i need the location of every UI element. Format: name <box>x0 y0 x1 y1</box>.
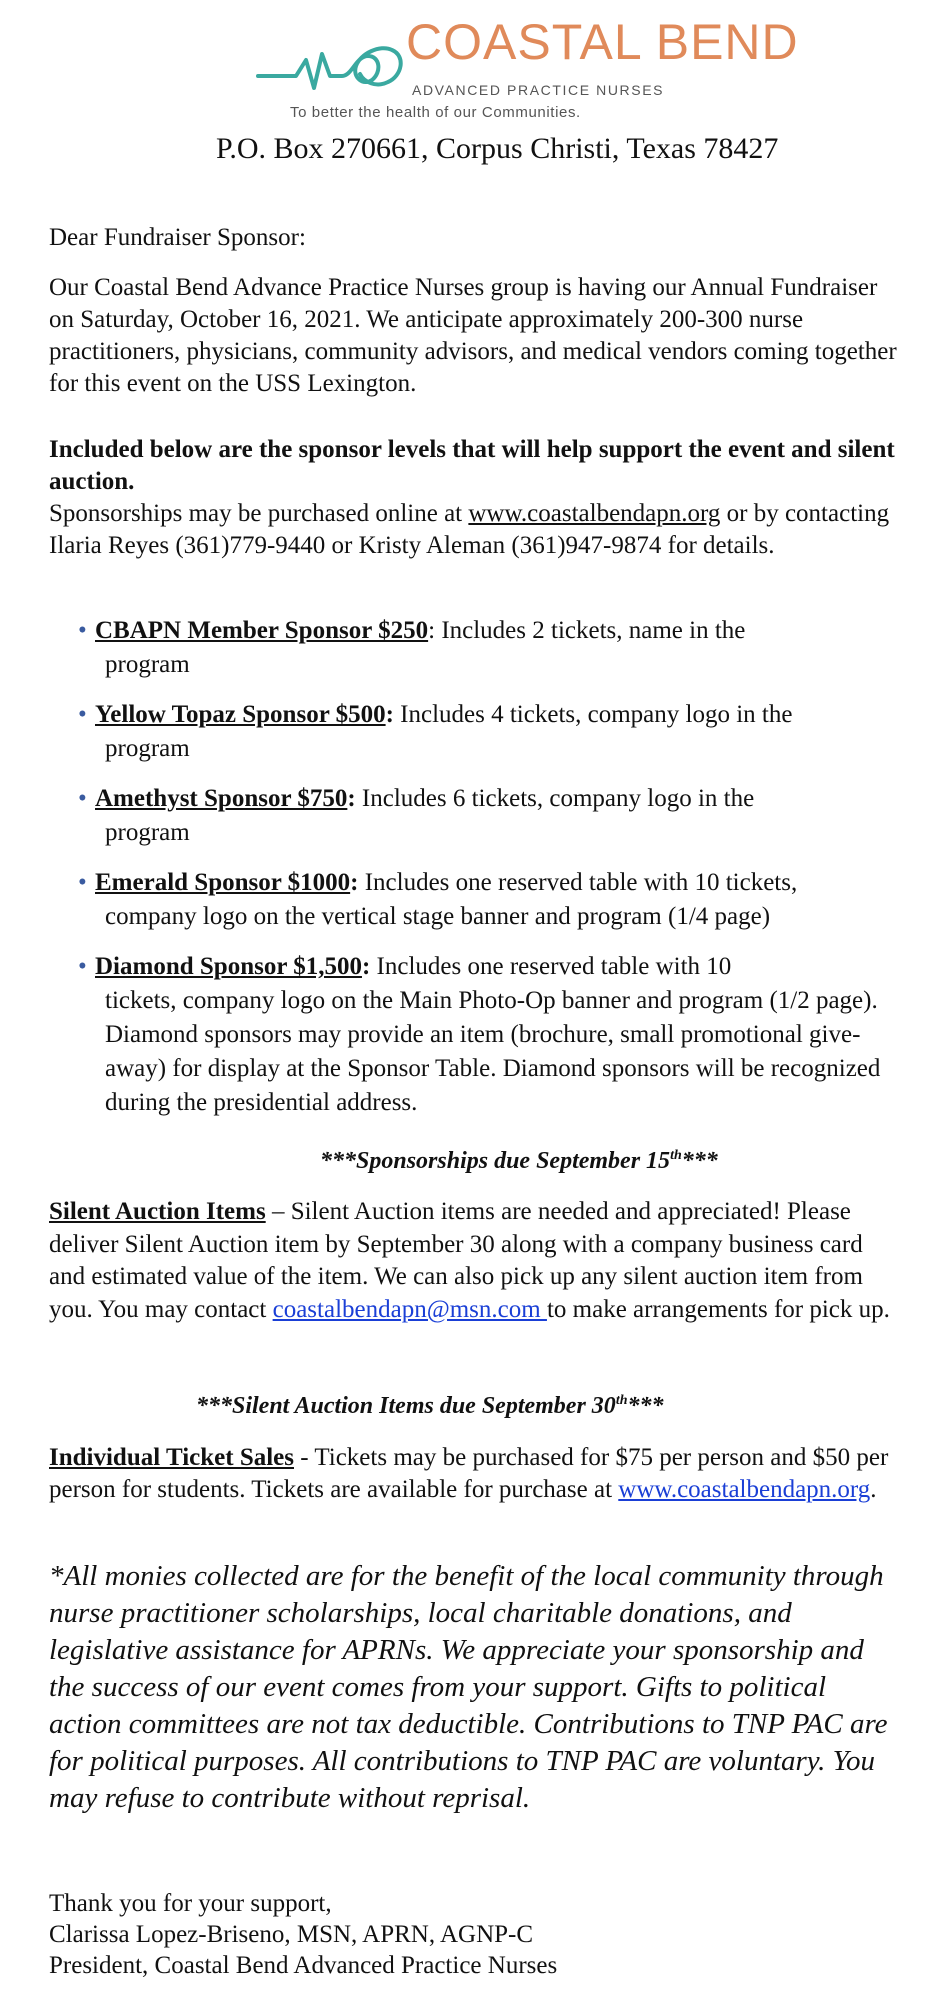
mailing-address: P.O. Box 270661, Corpus Christi, Texas 78427 <box>216 132 779 165</box>
list-item <box>78 698 908 766</box>
closing-signature <box>49 1888 899 1981</box>
sponsor-level-desc-cont: tickets, company logo on the Main Photo-Op banner and program (1/2 page). Diamond sponsors may provide an item (brochure, small promotional give-away) for display at the Sponsor Table. Diamond sponsors will be recognized during the presidential address. <box>105 987 881 1116</box>
auction-deadline-sup: th <box>615 1393 628 1408</box>
auction-deadline-text: ***Silent Auction Items due September 30 <box>196 1393 616 1419</box>
silent-auction-after: to make arrangements for pick up. <box>546 1295 890 1323</box>
bullet-icon: • <box>78 953 87 980</box>
ticket-sales-heading: Individual Ticket Sales <box>49 1444 294 1471</box>
sponsor-level-desc: Includes one reserved table with 10 tickets, <box>358 869 798 896</box>
salutation: Dear Fundraiser Sponsor: <box>49 224 306 251</box>
bullet-icon: • <box>78 617 87 644</box>
list-item <box>78 866 908 934</box>
sponsor-level-desc: Includes 4 tickets, company logo in the <box>393 701 793 728</box>
logo-wordmark: COASTAL BEND <box>406 14 799 70</box>
sponsor-level-colon: : <box>385 701 394 728</box>
website-link[interactable]: www.coastalbendapn.org <box>468 500 721 527</box>
sponsor-level-desc: Includes one reserved table with 10 <box>370 953 732 980</box>
sponsorship-deadline-text: ***Sponsorships due September 15 <box>320 1148 671 1174</box>
sponsor-level-colon: : <box>347 785 356 812</box>
sponsorship-deadline-end: *** <box>681 1148 718 1174</box>
ticket-sales-paragraph <box>49 1442 899 1506</box>
silent-auction-body: – Silent Auction items are needed and appreciated! Please deliver Silent Auction item by September 30 along with a company business card and estimated value of the item. We can also pick up any silent auction item from you. You may contact <box>49 1198 863 1323</box>
sponsor-level-colon: : <box>361 953 371 980</box>
contact-paragraph <box>49 498 899 562</box>
bullet-icon: • <box>78 701 87 728</box>
list-item <box>78 782 908 850</box>
silent-auction-heading: Silent Auction Items <box>49 1198 266 1225</box>
list-item <box>78 950 908 1120</box>
sponsor-level-desc: Includes 2 tickets, name in the <box>435 617 746 644</box>
sponsor-level-desc-cont: program <box>105 735 190 762</box>
sponsorship-deadline-sup: th <box>670 1148 682 1163</box>
bullet-icon: • <box>78 869 87 896</box>
heartbeat-heart-icon <box>256 26 416 96</box>
sponsor-levels-list <box>78 614 908 1120</box>
signer-name: Clarissa Lopez-Briseno, MSN, APRN, AGNP-C <box>49 1921 534 1948</box>
sponsor-level-colon: : <box>350 869 359 896</box>
list-item <box>78 614 908 682</box>
signer-title: President, Coastal Bend Advanced Practice Nurses <box>49 1952 558 1979</box>
logo-subtitle: ADVANCED PRACTICE NURSES <box>412 82 665 98</box>
closing-thanks: Thank you for your support, <box>49 1890 332 1917</box>
sponsor-level-name: Diamond Sponsor $1,500 <box>95 953 362 980</box>
sponsor-level-name: Yellow Topaz Sponsor $500 <box>95 701 386 728</box>
sponsor-level-desc-cont: program <box>105 819 190 846</box>
silent-auction-paragraph <box>49 1196 899 1326</box>
contact-text-after: or by contacting Ilaria Reyes (361)779-9440 or Kristy Aleman (361)947-9874 for details. <box>49 500 890 559</box>
sponsor-level-colon: : <box>428 617 436 644</box>
ticket-sales-after: . <box>870 1476 877 1503</box>
intro-paragraph: Our Coastal Bend Advance Practice Nurses group is having our Annual Fundraiser on Saturday, October 16, 2021. We anticipate approximately 200-300 nurse practitioners, physicians, community advisors, and medical vendors coming together for this event on the USS Lexington. <box>49 274 897 397</box>
auction-deadline-end: *** <box>627 1393 664 1419</box>
sponsor-levels-heading: Included below are the sponsor levels that will help support the event and silent auction. <box>49 436 895 495</box>
sponsor-level-name: Emerald Sponsor $1000 <box>95 869 351 896</box>
logo-tagline: To better the health of our Communities. <box>290 104 581 121</box>
email-link[interactable]: coastalbendapn@msn.com <box>272 1295 547 1323</box>
disclaimer-paragraph: *All monies collected are for the benefit of the local community through nurse practitioner scholarships, local charitable donations, and legislative assistance for APRNs. We appreciate your sponsorship and the success of our event comes from your support. Gifts to political action committees are not tax deductible. Contributions to TNP PAC are for political purposes. All contributions to TNP PAC are voluntary. You may refuse to contribute without reprisal. <box>49 1560 888 1814</box>
auction-deadline <box>196 1393 664 1420</box>
sponsor-level-name: CBAPN Member Sponsor $250 <box>95 617 429 644</box>
bullet-icon: • <box>78 785 87 812</box>
ticket-sales-body: - Tickets may be purchased for $75 per person and $50 per person for students. Tickets are available for purchase at <box>49 1444 889 1503</box>
sponsor-level-desc-cont: company logo on the vertical stage banner and program (1/4 page) <box>105 903 771 930</box>
website-link[interactable]: www.coastalbendapn.org <box>618 1476 871 1503</box>
sponsor-level-desc: Includes 6 tickets, company logo in the <box>355 785 755 812</box>
sponsor-level-name: Amethyst Sponsor $750 <box>95 785 348 812</box>
contact-text-before: Sponsorships may be purchased online at <box>49 500 469 527</box>
sponsor-level-desc-cont: program <box>105 651 190 678</box>
organization-logo <box>256 14 799 124</box>
sponsorship-deadline <box>320 1148 718 1175</box>
